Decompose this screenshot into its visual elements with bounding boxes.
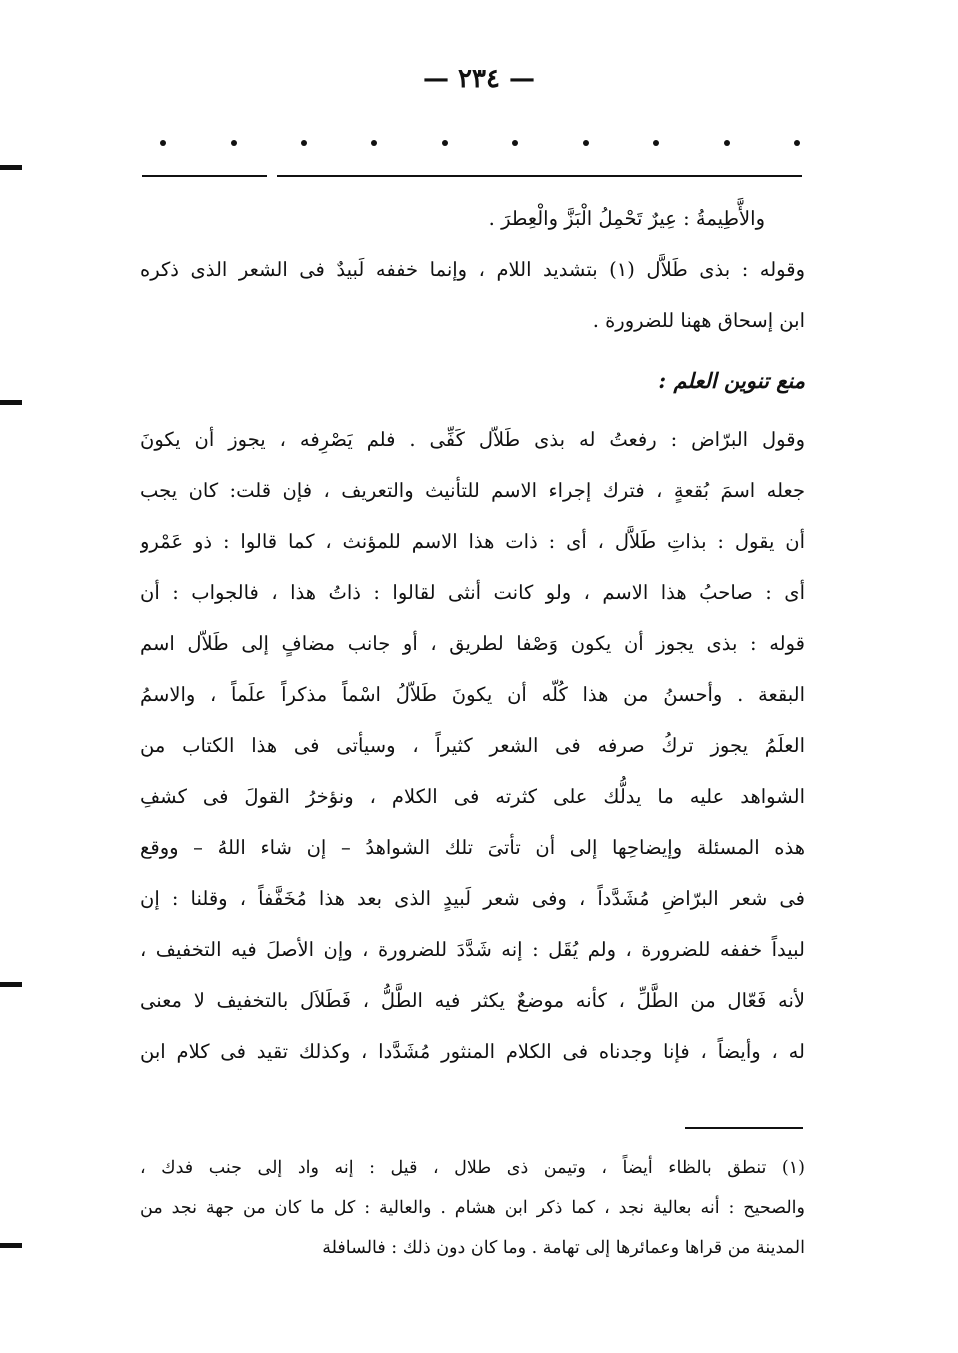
- footnote-line: المدينة من قراها وعمائرها إلى تهامة . وما كان دون ذلك : فالسافلة: [322, 1238, 805, 1258]
- text-line: له ، وأيضاً ، فإنا وجدناه فى الكلام المنثور مُشَدَّدا ، وكذلك تقيد فى كلام ابن: [140, 1040, 805, 1063]
- text-line: جعله اسمَ بُقعةٍ ، فترك إجراء الاسم للتأنيث والتعريف ، فإن قلت: كان يجب: [140, 479, 805, 502]
- ornament-dots: [160, 140, 800, 146]
- ornament-dot: [231, 140, 237, 146]
- header-rule-left: [142, 175, 267, 177]
- ornament-dot: [371, 140, 377, 146]
- text-line: والأَّطِيمةُ : عِيرٌ تَحْمِلُ الْبَزَّ والْعِطرَ .: [488, 207, 765, 230]
- footnote: [140, 1148, 805, 1268]
- text-line: لأنه فَعّال من الطَّلِّ ، كأنه موضعٌ يكثر فيه الطَّلُّ ، فَطَلاَل بالتخفيف لا معنى: [140, 989, 805, 1012]
- ornament-dot: [653, 140, 659, 146]
- margin-mark: [0, 1243, 22, 1248]
- margin-mark: [0, 400, 22, 405]
- ornament-dot: [724, 140, 730, 146]
- margin-mark: [0, 982, 22, 987]
- footnote-line: (١) تنطق بالظاء أيضاً ، وتيمن ذى طلال ، قيل : إنه واد إلى جنب فدك ،: [140, 1158, 805, 1178]
- text-line: أن يقول : بذاتِ طَلاَّل ، أى : ذات هذا الاسم للمؤنث ، كما قالوا : ذو عَمْرو: [140, 530, 805, 553]
- text-line: لبيداً خففه للضرورة ، ولم يُقَل : إنه شَدَّدَ للضرورة ، وإن الأصلَ فيه التخفيف ،: [140, 938, 805, 961]
- text-line: وقول البرّاض : رفعتُ له بذى طَلاّل كَفِّى . فلم يَصْرِفه ، يجوز أن يكونَ: [140, 428, 805, 451]
- text-line: أى : صاحبُ هذا الاسم ، ولو كانت أنثى لقالوا : ذاتُ هذا ، فالجواب : أن: [140, 581, 805, 604]
- text-line: هذه المسئلة وإيضاحِها إلى أن تأتىَ تلك الشواهدُ – إن شاء اللهُ – ووقع: [140, 836, 805, 859]
- text-line: فى شعر البرّاضِ مُشَدَّداً ، وفى شعر لَبيدٍ الذى بعد هذا مُخَفَّفاً ، وقلنا : إن: [140, 887, 805, 910]
- ornament-dot: [583, 140, 589, 146]
- body-paragraph: [140, 414, 805, 1077]
- section-heading: منع تنوين العلم :: [658, 368, 805, 393]
- footnote-separator: [685, 1127, 803, 1129]
- footnote-line: والصحيح : أنه بعالية نجد ، كما ذكر ابن هشام . والعالية : كل ما كان من جهة نجد من: [140, 1198, 805, 1218]
- text-line: البقعة . وأحسنُ من هذا كُلّه أن يكونَ طَلاّلُ اسْماً مذكراً علَماً ، والاسمُ: [140, 683, 805, 706]
- header-rule-right: [277, 175, 802, 177]
- ornament-dot: [442, 140, 448, 146]
- ornament-dot: [794, 140, 800, 146]
- text-line: وقوله : بذى طَلاَّل (١) بتشديد اللام ، وإنما خففه لَبيدٌ فى الشعر الذى ذكره: [140, 258, 805, 281]
- text-line: ابن إسحاق ههنا للضرورة .: [592, 309, 805, 332]
- ornament-dot: [512, 140, 518, 146]
- intro-paragraph: [140, 193, 805, 346]
- page-number: — ٢٣٤ —: [422, 64, 536, 94]
- text-line: قوله : بذى يجوز أن يكون وَصْفا لطريق ، أو جانب مضافٍ إلى طَلاّل اسم: [140, 632, 805, 655]
- ornament-dot: [160, 140, 166, 146]
- ornament-dot: [301, 140, 307, 146]
- text-line: العلَمُ يجوز تركُ صرفه فى الشعر كثيراً ، وسيأتى فى هذا الكتاب من: [140, 734, 805, 757]
- margin-mark: [0, 165, 22, 170]
- text-line: الشواهد عليه ما يدلُّك على كثرته فى الكلام ، ونؤخرُ القولَ فى كشفِ: [140, 785, 805, 808]
